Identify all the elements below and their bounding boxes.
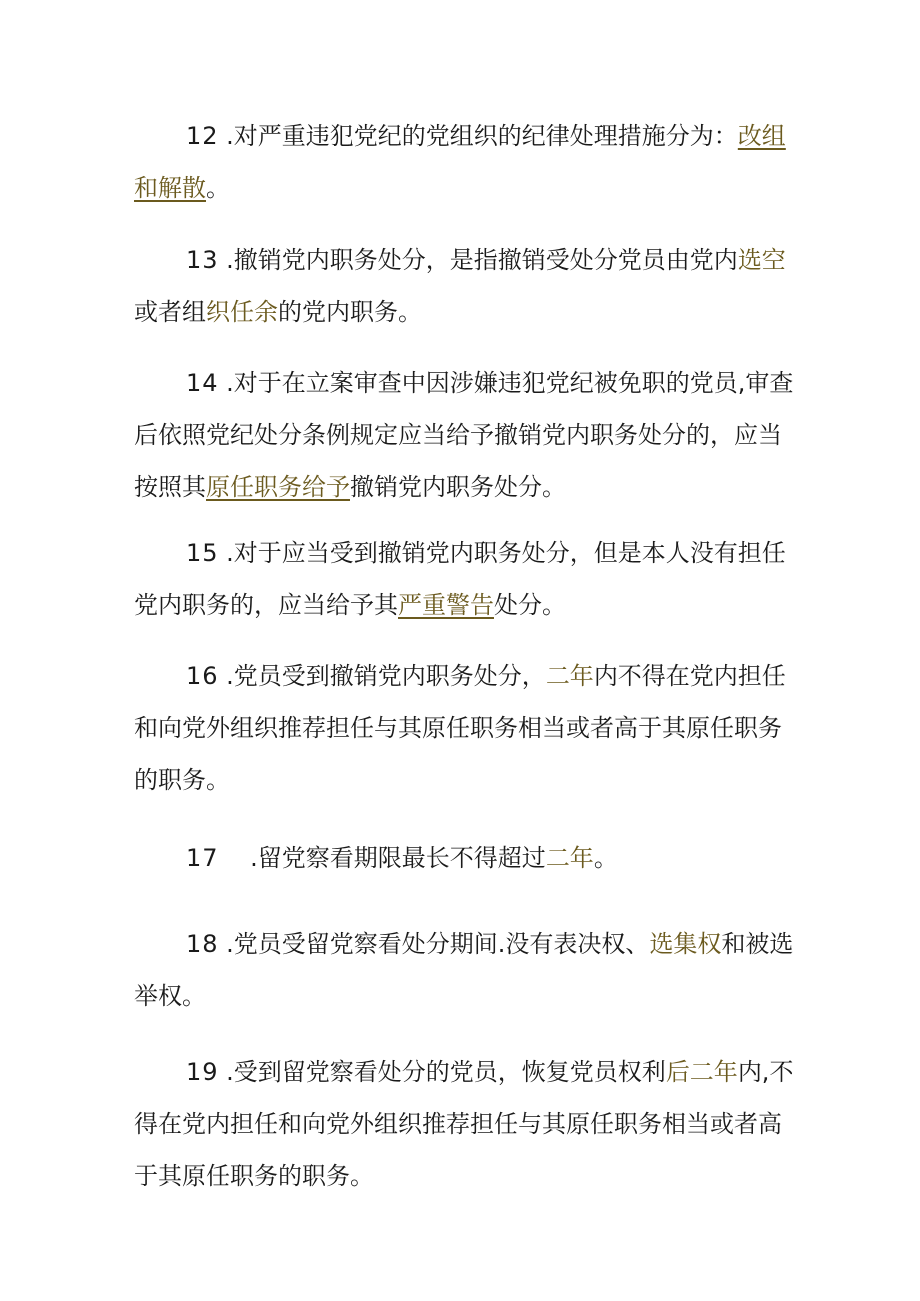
question-text: 或者组: [134, 298, 206, 326]
question-text: .对于在立案审查中因涉嫌违犯党纪被免职的党员,审查后依照党纪处分条例规定应当给予撤销党内职务处分的，应当按照其: [134, 369, 794, 501]
question-text: 撤销党内职务处分。: [350, 473, 566, 501]
item-number: 15: [186, 539, 219, 567]
answer-text: 原任职务给予: [206, 473, 350, 501]
item-number: 19: [186, 1058, 219, 1086]
answer-text: 二年: [545, 662, 594, 690]
item-13: [134, 234, 794, 338]
item-number: 14: [186, 369, 219, 397]
question-text: 内,不得在党内担任和向党外组织推荐担任与其原任职务相当或者高于其原任职务的职务。: [134, 1058, 794, 1190]
item-15: [134, 527, 794, 631]
item-number: 17: [186, 844, 219, 872]
item-19: [134, 1046, 794, 1202]
question-text: 内不得在党内担任和向党外组织推荐担任与其原任职务相当或者高于其原任职务的职务。: [134, 662, 786, 794]
question-text: .对严重违犯党纪的党组织的纪律处理措施分为：: [218, 122, 738, 150]
question-text: .撤销党内职务处分，是指撤销受处分党员由党内: [218, 246, 738, 274]
question-text: 的党内职务。: [278, 298, 422, 326]
question-text: .受到留党察看处分的党员，恢复党员权利: [218, 1058, 666, 1086]
item-number: 16: [186, 662, 219, 690]
question-text: 。: [593, 844, 618, 872]
item-number: 12: [186, 122, 219, 150]
answer-text: 选集权: [649, 930, 722, 958]
question-text: .党员受到撤销党内职务处分，: [218, 662, 546, 690]
question-text: .留党察看期限最长不得超过: [218, 844, 546, 872]
answer-text: 选空: [737, 246, 786, 274]
answer-text: 严重警告: [398, 591, 494, 619]
question-text: 处分。: [494, 591, 566, 619]
item-14: [134, 357, 794, 513]
question-text: 。: [206, 174, 230, 202]
item-17: [134, 832, 794, 884]
item-number: 18: [186, 930, 219, 958]
item-18: [134, 918, 794, 1022]
answer-text: 后二年: [665, 1058, 738, 1086]
item-number: 13: [186, 246, 219, 274]
item-12: [134, 110, 794, 214]
answer-text: 二年: [545, 844, 594, 872]
answer-text: 织任余: [206, 298, 278, 326]
question-text: .对于应当受到撤销党内职务处分，但是本人没有担任党内职务的，应当给予其: [134, 539, 786, 619]
item-16: [134, 650, 794, 806]
answer-text: 改组和解散: [134, 122, 786, 202]
question-text: .党员受留党察看处分期间.没有表决权、: [218, 930, 650, 958]
question-text: 和被选举权。: [134, 930, 794, 1010]
